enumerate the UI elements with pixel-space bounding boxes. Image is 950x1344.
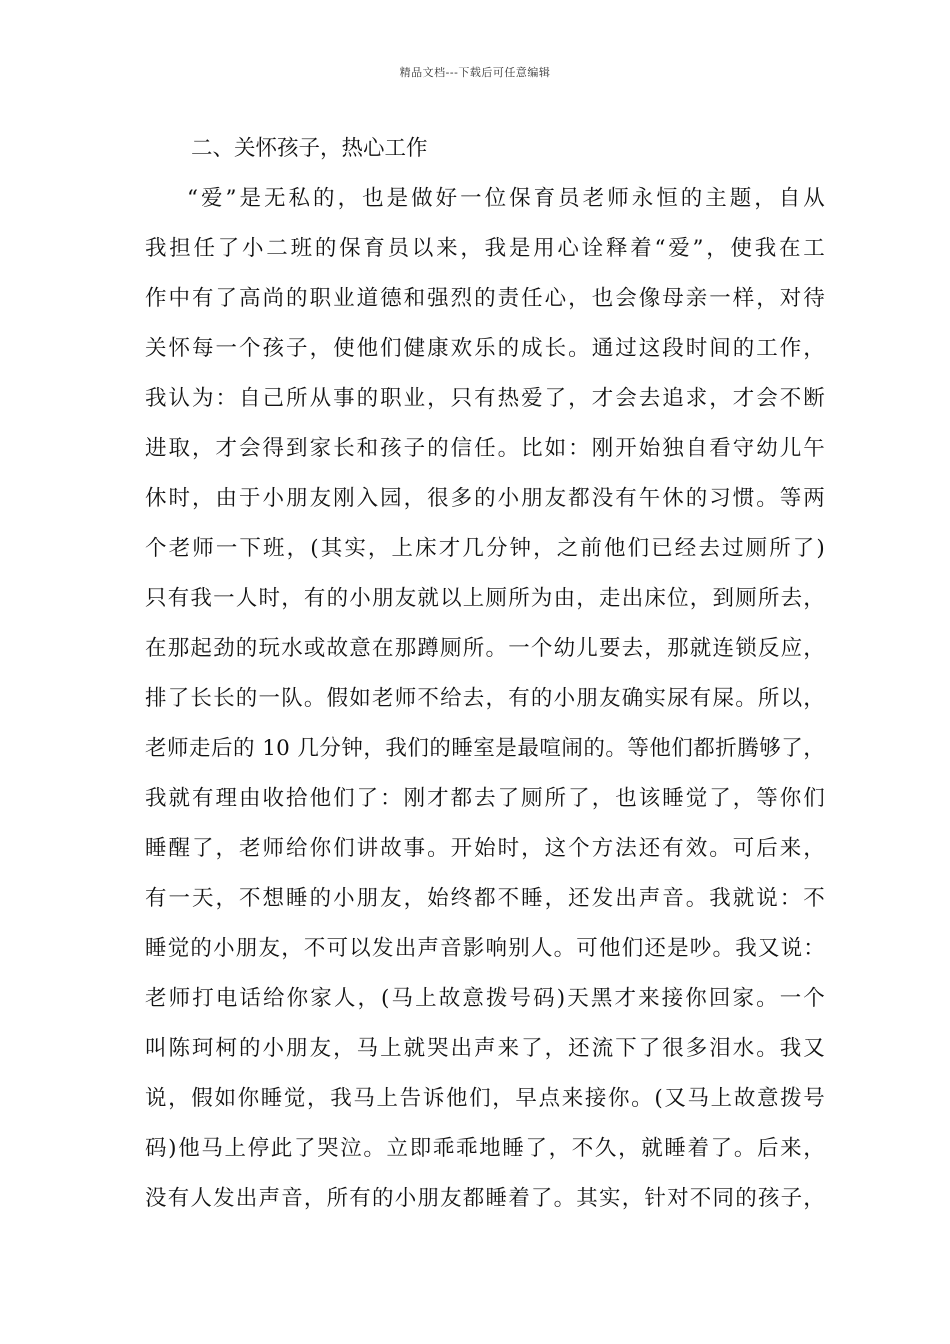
paragraph-line: 只有我一人时，有的小朋友就以上厕所为由，走出床位，到厕所去， xyxy=(145,586,825,611)
paragraph-line: 关怀每一个孩子，使他们健康欢乐的成长。通过这段时间的工作， xyxy=(145,336,825,361)
paragraph-line: 我就有理由收拾他们了：刚才都去了厕所了，也该睡觉了，等你们 xyxy=(145,786,825,811)
paragraph-line: 作中有了高尚的职业道德和强烈的责任心，也会像母亲一样，对待 xyxy=(145,286,825,311)
paragraph-line: 码)他马上停此了哭泣。立即乖乖地睡了，不久，就睡着了。后来， xyxy=(145,1136,825,1161)
paragraph-line: 我担任了小二班的保育员以来，我是用心诠释着“爱”，使我在工 xyxy=(145,236,825,261)
paragraph-line: 说，假如你睡觉，我马上告诉他们，早点来接你。(又马上故意拨号 xyxy=(145,1086,825,1111)
paragraph-line: 个老师一下班，(其实，上床才几分钟，之前他们已经去过厕所了) xyxy=(145,536,825,561)
document-body xyxy=(145,124,825,1224)
paragraph-line: 叫陈珂柯的小朋友，马上就哭出声来了，还流下了很多泪水。我又 xyxy=(145,1036,825,1061)
paragraph-line: 老师走后的 10 几分钟，我们的睡室是最喧闹的。等他们都折腾够了， xyxy=(145,736,825,761)
page-header: 精品文档---下载后可任意编辑 xyxy=(399,66,551,79)
paragraph-line: 在那起劲的玩水或故意在那蹲厕所。一个幼儿要去，那就连锁反应， xyxy=(145,636,825,661)
section-heading: 二、关怀孩子，热心工作 xyxy=(191,136,428,161)
paragraph-line: “爱”是无私的，也是做好一位保育员老师永恒的主题，自从 xyxy=(187,186,825,211)
paragraph-line: 睡觉的小朋友，不可以发出声音影响别人。可他们还是吵。我又说： xyxy=(145,936,825,961)
paragraph-line: 进取，才会得到家长和孩子的信任。比如：刚开始独自看守幼儿午 xyxy=(145,436,825,461)
paragraph-line: 没有人发出声音，所有的小朋友都睡着了。其实，针对不同的孩子， xyxy=(145,1186,825,1211)
body-paragraph xyxy=(145,174,825,1224)
paragraph-line: 排了长长的一队。假如老师不给去，有的小朋友确实尿有屎。所以， xyxy=(145,686,825,711)
paragraph-line: 老师打电话给你家人，(马上故意拨号码)天黑才来接你回家。一个 xyxy=(145,986,825,1011)
paragraph-line: 有一天，不想睡的小朋友，始终都不睡，还发出声音。我就说：不 xyxy=(145,886,825,911)
paragraph-line: 我认为：自己所从事的职业，只有热爱了，才会去追求，才会不断 xyxy=(145,386,825,411)
paragraph-line: 休时，由于小朋友刚入园，很多的小朋友都没有午休的习惯。等两 xyxy=(145,486,825,511)
paragraph-line: 睡醒了，老师给你们讲故事。开始时，这个方法还有效。可后来， xyxy=(145,836,825,861)
